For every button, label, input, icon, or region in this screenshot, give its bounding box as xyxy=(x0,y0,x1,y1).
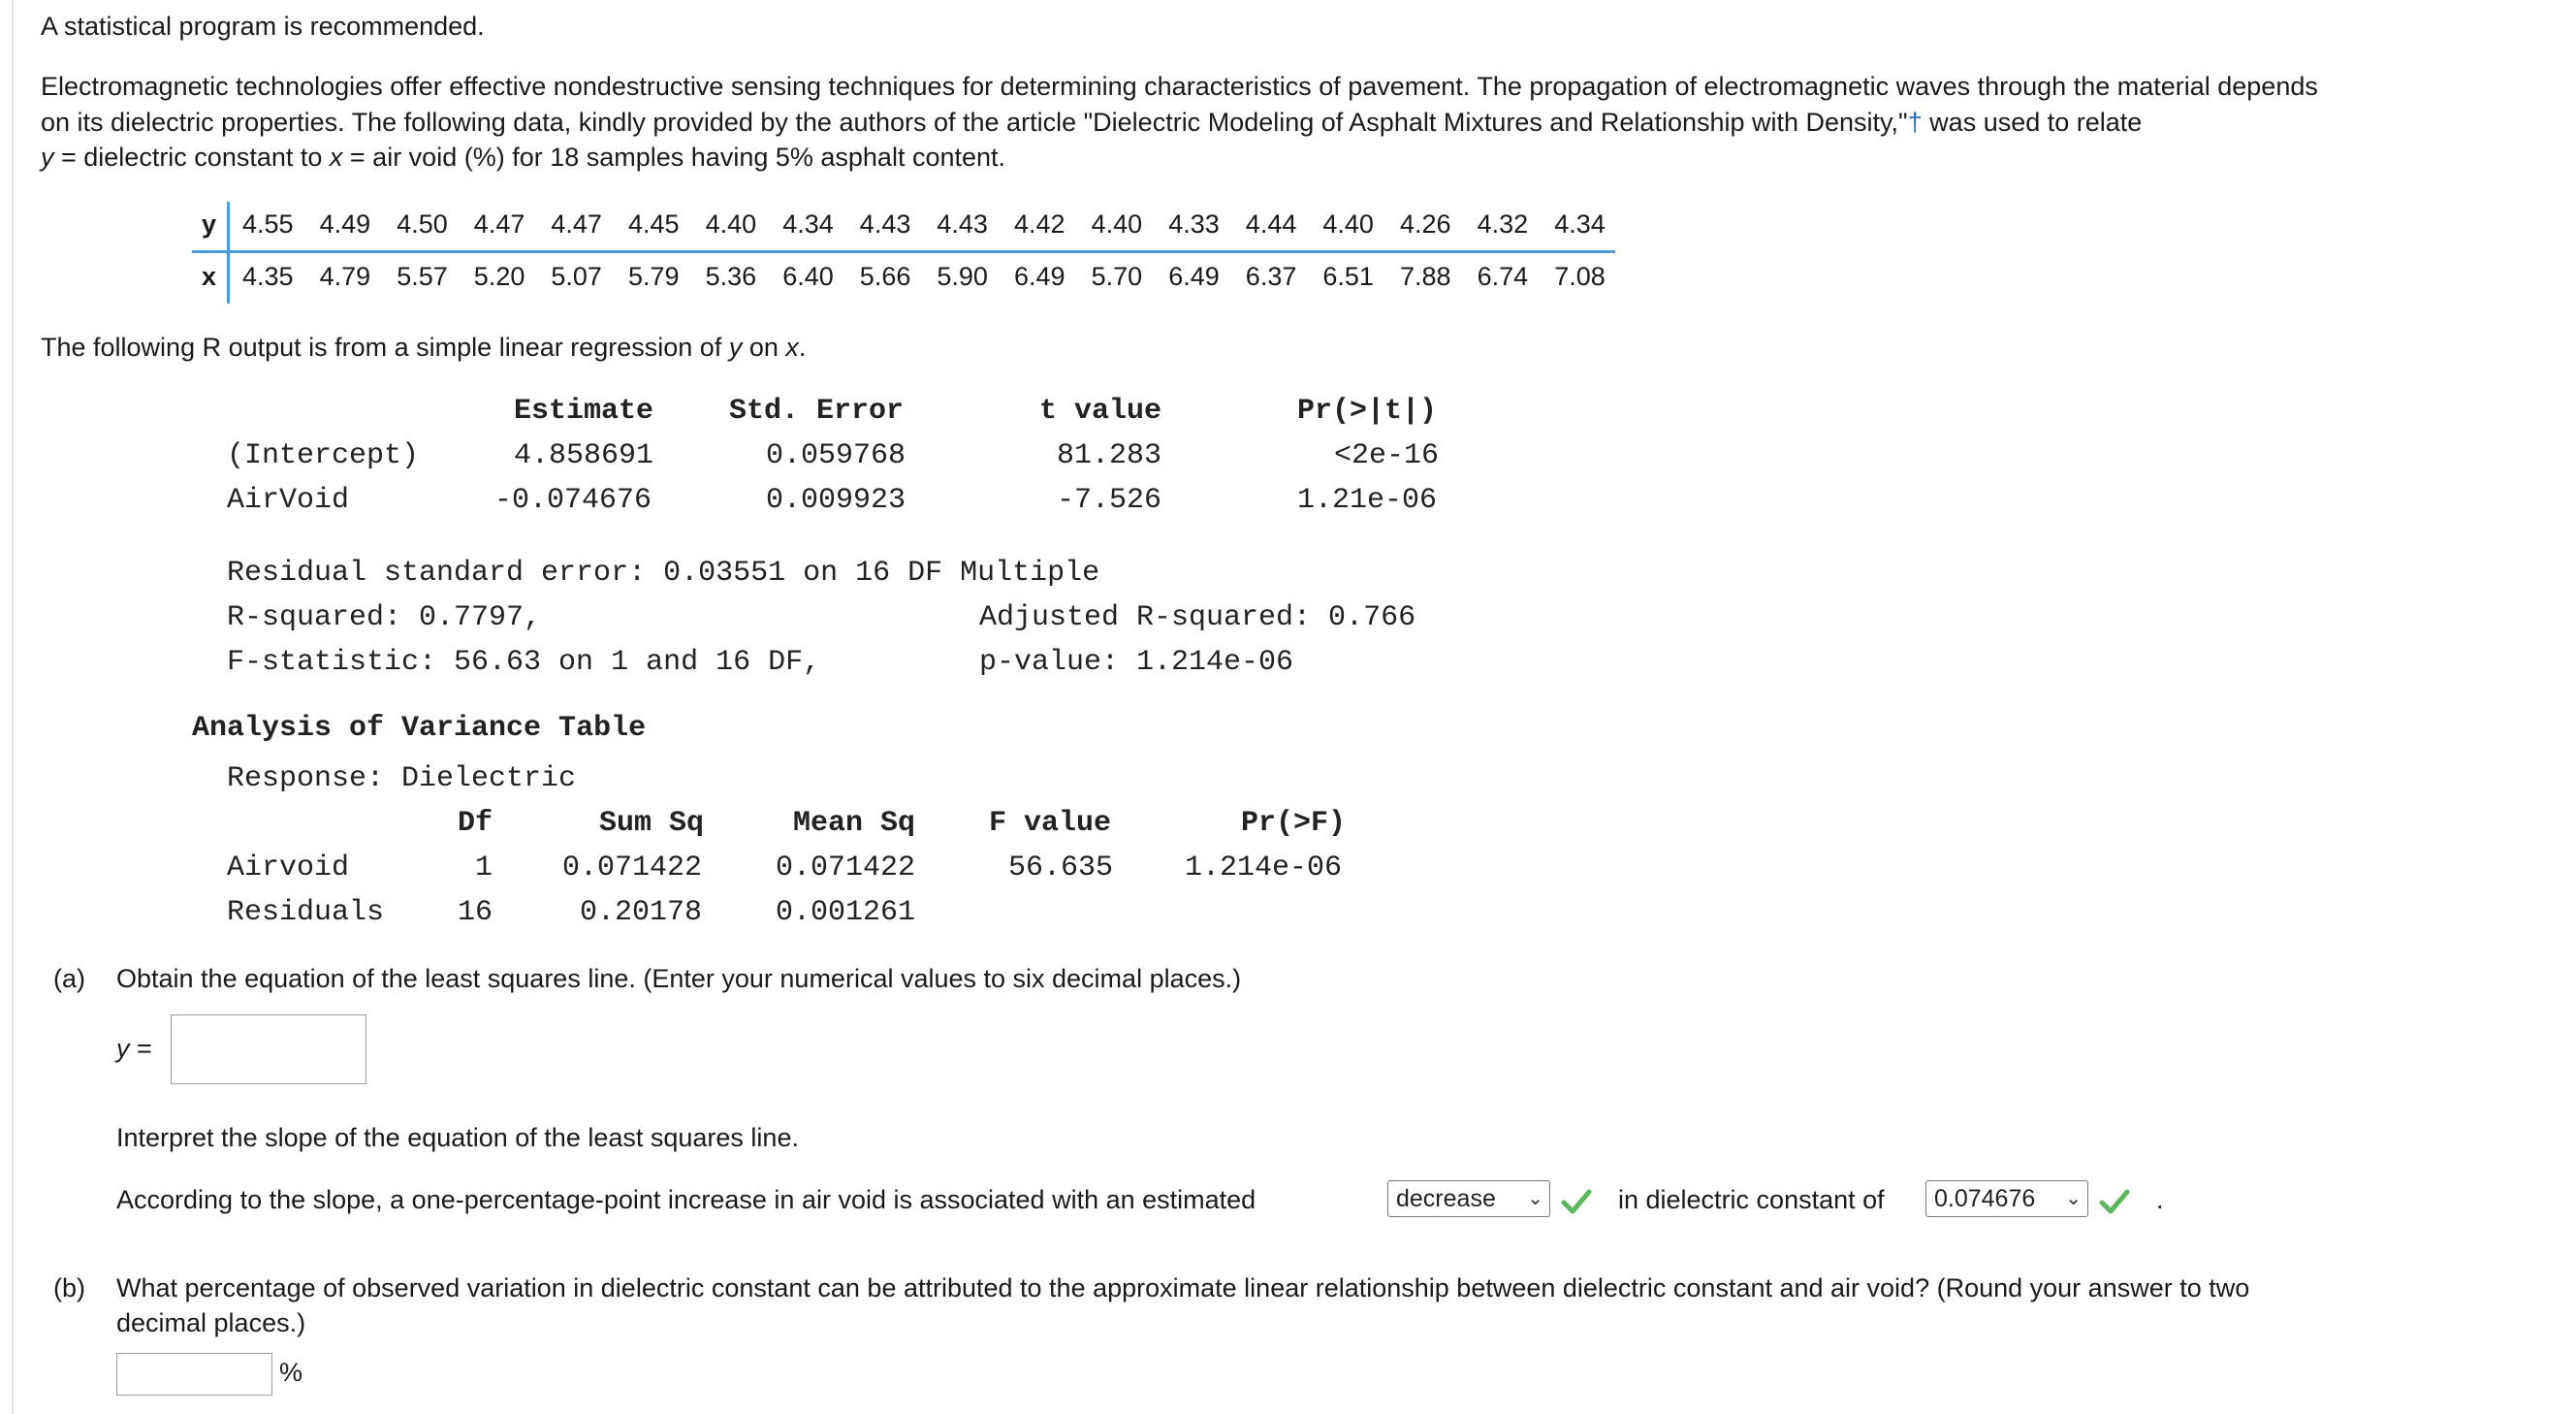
residuals-sum-sq: 0.20178 xyxy=(580,896,703,929)
y-value: 4.47 xyxy=(551,209,602,239)
adjusted-r-squared-line: Adjusted R-squared: 0.766 xyxy=(979,601,1416,634)
slope-sentence-mid: in dielectric constant of xyxy=(1618,1185,1885,1214)
x-value: 5.36 xyxy=(705,262,757,291)
header-std-error: Std. Error xyxy=(729,395,905,428)
x-value: 5.66 xyxy=(859,262,911,291)
chevron-down-icon: ⌄ xyxy=(1527,1188,1543,1209)
x-value: 6.74 xyxy=(1477,262,1529,291)
y-value: 4.40 xyxy=(1322,209,1374,239)
part-b-label: (b) xyxy=(53,1273,85,1302)
y-value: 4.33 xyxy=(1168,209,1220,239)
airvoid-estimate: -0.074676 xyxy=(494,484,652,517)
direction-dropdown-value: decrease xyxy=(1396,1185,1496,1212)
intercept-t-value: 81.283 xyxy=(1057,439,1162,472)
correct-check-icon xyxy=(1561,1189,1592,1214)
r-squared-line: R-squared: 0.7797, xyxy=(227,601,542,634)
anova-header-mean-sq: Mean Sq xyxy=(793,807,916,840)
footnote-dagger-link[interactable]: † xyxy=(1907,108,1923,137)
y-value: 4.49 xyxy=(319,209,371,239)
y-value: 4.43 xyxy=(937,209,988,239)
anova-title: Analysis of Variance Table xyxy=(192,712,647,745)
y-value: 4.34 xyxy=(1554,209,1606,239)
equation-answer-input[interactable] xyxy=(171,1014,366,1084)
equation-y-label: y = xyxy=(116,1034,152,1063)
anova-header-f-value: F value xyxy=(989,807,1112,840)
p-value-line: p-value: 1.214e-06 xyxy=(979,646,1294,679)
slope-sentence-start: According to the slope, a one-percentage-point increase in air void is associated with an estimated xyxy=(116,1185,1256,1214)
airvoid-std-error: 0.009923 xyxy=(766,484,906,517)
left-border xyxy=(12,0,14,1414)
part-b-question-line-2: decimal places.) xyxy=(116,1308,306,1337)
header-t-value: t value xyxy=(1039,395,1162,428)
row-name-airvoid: AirVoid xyxy=(227,484,350,517)
y-value: 4.34 xyxy=(782,209,834,239)
airvoid-mean-sq: 0.071422 xyxy=(776,852,916,884)
airvoid-p-value: 1.21e-06 xyxy=(1297,484,1438,517)
intro-line-2: on its dielectric properties. The following data, kindly provided by the authors of the article "Dielectric Modeling of Asphalt Mixtures and Relationship with Density,"† was used to relate xyxy=(41,108,2143,137)
airvoid-sum-sq: 0.071422 xyxy=(562,852,703,884)
y-value: 4.26 xyxy=(1400,209,1451,239)
anova-row-residuals: Residuals xyxy=(227,896,385,929)
x-value: 4.35 xyxy=(242,262,294,291)
y-value: 4.50 xyxy=(397,209,448,239)
x-row-label: x xyxy=(202,262,217,291)
x-value: 4.79 xyxy=(319,262,371,291)
y-value: 4.32 xyxy=(1477,209,1529,239)
part-a-label: (a) xyxy=(53,964,85,993)
y-value: 4.55 xyxy=(242,209,294,239)
residuals-df: 16 xyxy=(458,896,493,929)
airvoid-anova-p-value: 1.214e-06 xyxy=(1185,852,1343,884)
y-value: 4.40 xyxy=(705,209,757,239)
x-value: 5.70 xyxy=(1091,262,1143,291)
part-a-question: Obtain the equation of the least squares line. (Enter your numerical values to six decimal places.) xyxy=(116,964,1242,993)
residual-standard-error-line: Residual standard error: 0.03551 on 16 DF Multiple xyxy=(227,557,1100,590)
header-p-value: Pr(>|t|) xyxy=(1297,395,1438,428)
x-value: 6.37 xyxy=(1245,262,1297,291)
slope-value-dropdown-value: 0.074676 xyxy=(1934,1185,2036,1212)
y-row-label: y xyxy=(202,209,217,239)
x-value: 7.88 xyxy=(1400,262,1451,291)
x-value: 5.57 xyxy=(397,262,448,291)
anova-response: Response: Dielectric xyxy=(227,762,577,795)
anova-row-airvoid: Airvoid xyxy=(227,852,350,884)
intercept-p-value: <2e-16 xyxy=(1334,439,1440,472)
slope-sentence-end: . xyxy=(2156,1185,2164,1214)
intro-line-3: y = dielectric constant to x = air void (%) for 18 samples having 5% asphalt content. xyxy=(41,143,1006,172)
x-value: 7.08 xyxy=(1554,262,1606,291)
x-value: 6.51 xyxy=(1322,262,1374,291)
row-name-intercept: (Intercept) xyxy=(227,439,420,472)
header-estimate: Estimate xyxy=(514,395,654,428)
x-value: 6.49 xyxy=(1014,262,1065,291)
anova-header-sum-sq: Sum Sq xyxy=(599,807,705,840)
x-value: 5.20 xyxy=(473,262,525,291)
y-value: 4.47 xyxy=(473,209,525,239)
y-value: 4.40 xyxy=(1091,209,1143,239)
table-horizontal-rule xyxy=(192,250,1615,253)
y-value: 4.45 xyxy=(628,209,680,239)
correct-check-icon xyxy=(2099,1189,2130,1214)
intercept-std-error: 0.059768 xyxy=(766,439,906,472)
part-b-question-line-1: What percentage of observed variation in dielectric constant can be attributed to the approximate linear relationship between dielectric constant and air void? (Round your answer to two xyxy=(116,1273,2250,1302)
airvoid-f-value: 56.635 xyxy=(1008,852,1114,884)
airvoid-df: 1 xyxy=(475,852,493,884)
interpret-slope-prompt: Interpret the slope of the equation of the least squares line. xyxy=(116,1123,799,1152)
f-statistic-line: F-statistic: 56.63 on 1 and 16 DF, xyxy=(227,646,821,679)
percent-unit: % xyxy=(279,1358,303,1387)
x-value: 6.40 xyxy=(782,262,834,291)
chevron-down-icon: ⌄ xyxy=(2065,1188,2082,1209)
y-value: 4.44 xyxy=(1245,209,1297,239)
anova-header-p-value: Pr(>F) xyxy=(1241,807,1347,840)
percentage-answer-input[interactable] xyxy=(116,1353,272,1396)
anova-header-df: Df xyxy=(458,807,493,840)
x-value: 6.49 xyxy=(1168,262,1220,291)
residuals-mean-sq: 0.001261 xyxy=(776,896,916,929)
statistical-program-note: A statistical program is recommended. xyxy=(41,12,485,41)
direction-dropdown[interactable] xyxy=(1387,1180,1550,1217)
intercept-estimate: 4.858691 xyxy=(514,439,654,472)
y-value: 4.42 xyxy=(1014,209,1065,239)
airvoid-t-value: -7.526 xyxy=(1057,484,1162,517)
r-output-intro: The following R output is from a simple linear regression of y on x. xyxy=(41,333,807,362)
x-value: 5.07 xyxy=(551,262,602,291)
slope-value-dropdown[interactable] xyxy=(1925,1180,2088,1217)
x-value: 5.90 xyxy=(937,262,988,291)
intro-line-1: Electromagnetic technologies offer effective nondestructive sensing techniques for determining characteristics of pavement. The propagation of electromagnetic waves through the material depends xyxy=(41,72,2318,101)
x-value: 5.79 xyxy=(628,262,680,291)
y-value: 4.43 xyxy=(859,209,911,239)
